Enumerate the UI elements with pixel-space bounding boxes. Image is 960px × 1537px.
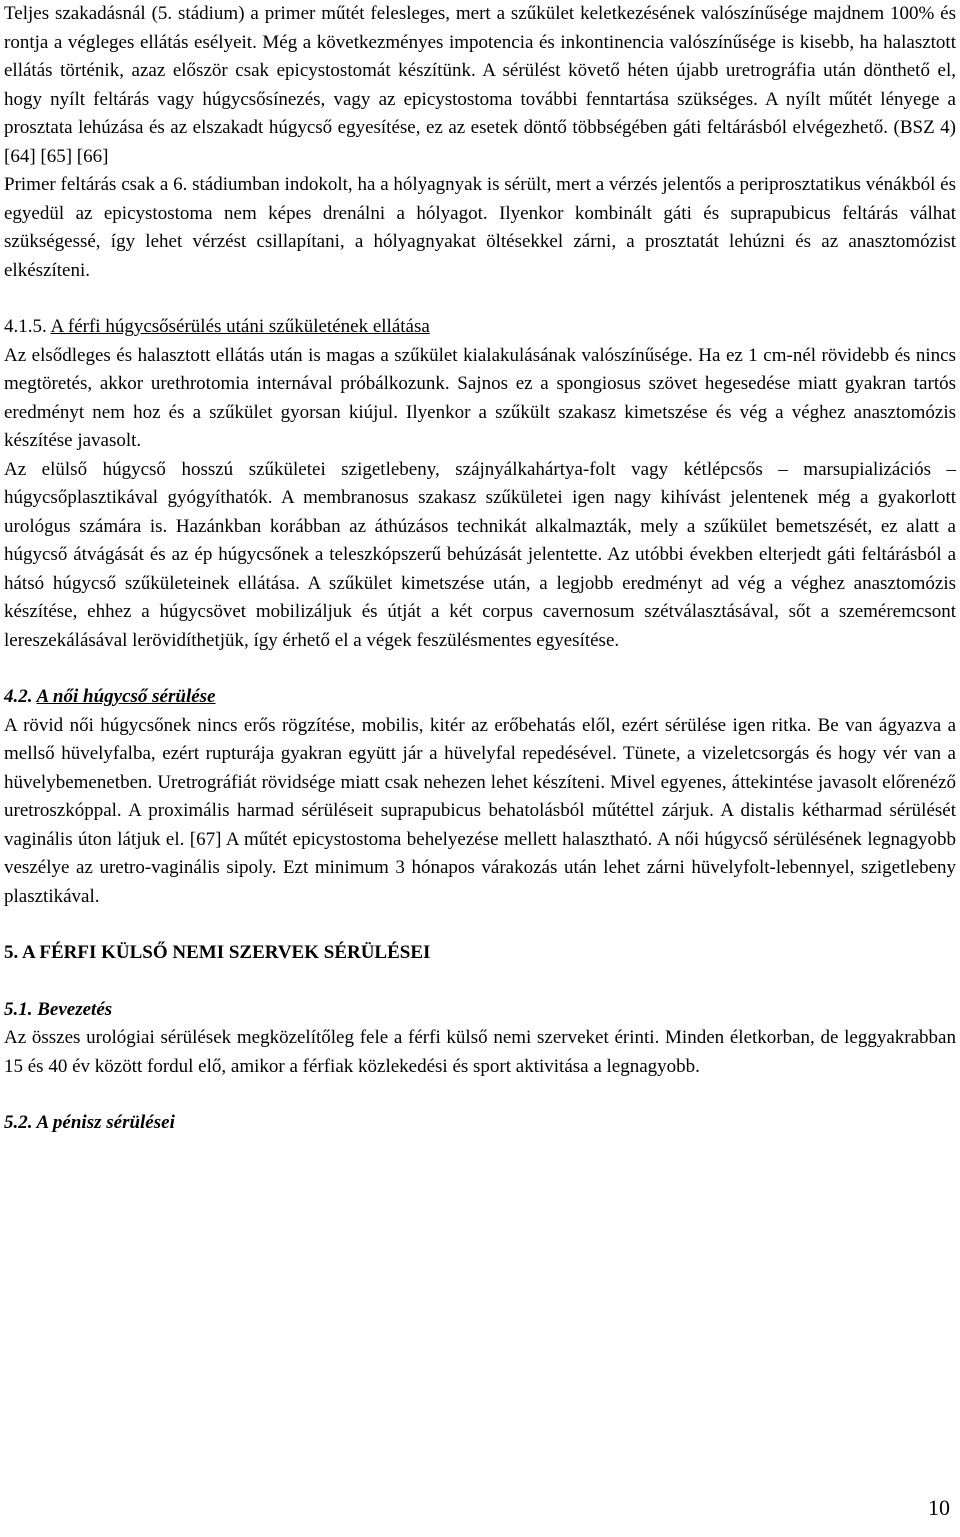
section-heading-4-2 (4, 683, 956, 712)
spacer (4, 911, 956, 939)
paragraph-female-urethra: A rövid női húgycsőnek nincs erős rögzítése, mobilis, kitér az erőbehatás elől, ezért sérülése igen ritka. Be van ágyazva a mellső hüvelyfalba, ezért rupturája gyakran együtt jár a hüvelyfal repedésével. Tünete, a vizeletcsorgás és hogy vér van a hüvelybemenetben. Uretrográfiát rövidsége miatt csak nehezen lehet készíteni. Mivel egyenes, áttekintése javasolt előrenéző uretroszkóppal. A proximális harmad sérüléseit suprapubicus behatolásból műtéttel zárjuk. A distalis kétharmad sérülését vaginális úton látjuk el. [67] A műtét epicystostoma behelyezése mellett halasztható. A női húgycső sérülésének legnagyobb veszélye az uretro-vaginális sipoly. Ezt minimum 3 hónapos várakozás után lehet zárni hüvelyfolt-lebennyel, szigetlebeny plasztikával. (4, 714, 956, 907)
paragraph-anterior-urethra: Az elülső húgycső hosszú szűkületei szigetlebeny, szájnyálkahártya-folt vagy kétlépcsős – marsupializációs – húgycsőplasztikával gyógyíthatók. A membranosus szakasz szűkületei igen nagy kihívást jelentenek még a gyakorlott urológus számára is. Hazánkban korábban az áthúzásos technikát alkalmazták, mely a szűkület bemetszését, ez alatt a húgycső átvágását és az ép húgycsőnek a teleszkópszerű behúzását jelentette. Az utóbbi években elterjedt gáti feltárásból a hátsó húgycső szűkületeinek ellátása. A szűkület kimetszése után, a legjobb eredményt ad vég a véghez anasztomózis készítése, ehhez a húgycsövet mobilizáljuk és útját a két corpus cavernosum szétválasztásával, sőt a szeméremcsont lereszekálásával lerövidíthetjük, így érhető el a végek feszülésmentes egyesítése. (4, 458, 956, 651)
spacer (4, 655, 956, 683)
document-page (4, 0, 956, 1138)
spacer (4, 285, 956, 313)
paragraph-introduction: Az összes urológiai sérülések megközelítőleg fele a férfi külső nemi szerveket érinti. Minden életkorban, de leggyakrabban 15 és 40 év között fordul elő, amikor a férfiak közlekedési és sport aktivitása a legnagyobb. (4, 1027, 956, 1077)
section-title: A férfi húgycsősérülés utáni szűkületének ellátása (50, 316, 430, 337)
chapter-heading-5: 5. A FÉRFI KÜLSŐ NEMI SZERVEK SÉRÜLÉSEI (4, 942, 431, 963)
section-heading-4-1-5 (4, 313, 956, 342)
spacer (4, 1081, 956, 1109)
paragraph-complete-rupture: Teljes szakadásnál (5. stádium) a primer műtét felesleges, mert a szűkület keletkezésének valószínűsége majdnem 100% és rontja a végleges ellátás esélyeit. Még a következményes impotencia és inkontinencia valószínűsége is kisebb, ha halasztott ellátás történik, azaz először csak epicystostomát készítünk. A sérülést követő héten újabb uretrográfia után dönthető el, hogy nyílt feltárás vagy húgycsősínezés, vagy az epicystostoma további fenntartása szükséges. A nyílt műtét lényege a prosztata lehúzása és az elszakadt húgycső egyesítése, ez az esetek döntő többségében gáti feltárásból elvégezhető. (BSZ 4) [64] [65] [66] (4, 3, 956, 167)
section-title: A női húgycső sérülése (36, 686, 216, 707)
section-number: 4.2. (4, 686, 37, 707)
section-number: 4.1.5. (4, 316, 51, 337)
section-heading-5-2: 5.2. A pénisz sérülései (4, 1112, 175, 1133)
spacer (4, 968, 956, 996)
page-number: 10 (928, 1495, 950, 1520)
section-heading-5-1: 5.1. Bevezetés (4, 998, 113, 1020)
paragraph-primary-exploration: Primer feltárás csak a 6. stádiumban indokolt, ha a hólyagnyak is sérült, mert a vérzés jelentős a periprosztatikus vénákból és egyedül az epicystostoma nem képes drenálni a hólyagot. Ilyenkor kombinált gáti és suprapubicus feltárás válhat szükségessé, így lehet vérzést csillapítani, a hólyagnyakat öltésekkel zárni, a prosztatát lehúzni és az anasztomózist elkészíteni. (4, 174, 956, 281)
paragraph-stricture-treatment: Az elsődleges és halasztott ellátás után is magas a szűkület kialakulásának valószínűsége. Ha ez 1 cm-nél rövidebb és nincs megtöretés, akkor urethrotomia internával próbálkozunk. Sajnos ez a spongiosus szövet hegesedése miatt gyakran tartós eredményt nem hoz és a szűkület gyorsan kiújul. Ilyenkor a szűkült szakasz kimetszése és vég a véghez anasztomózis készítése javasolt. (4, 344, 956, 451)
